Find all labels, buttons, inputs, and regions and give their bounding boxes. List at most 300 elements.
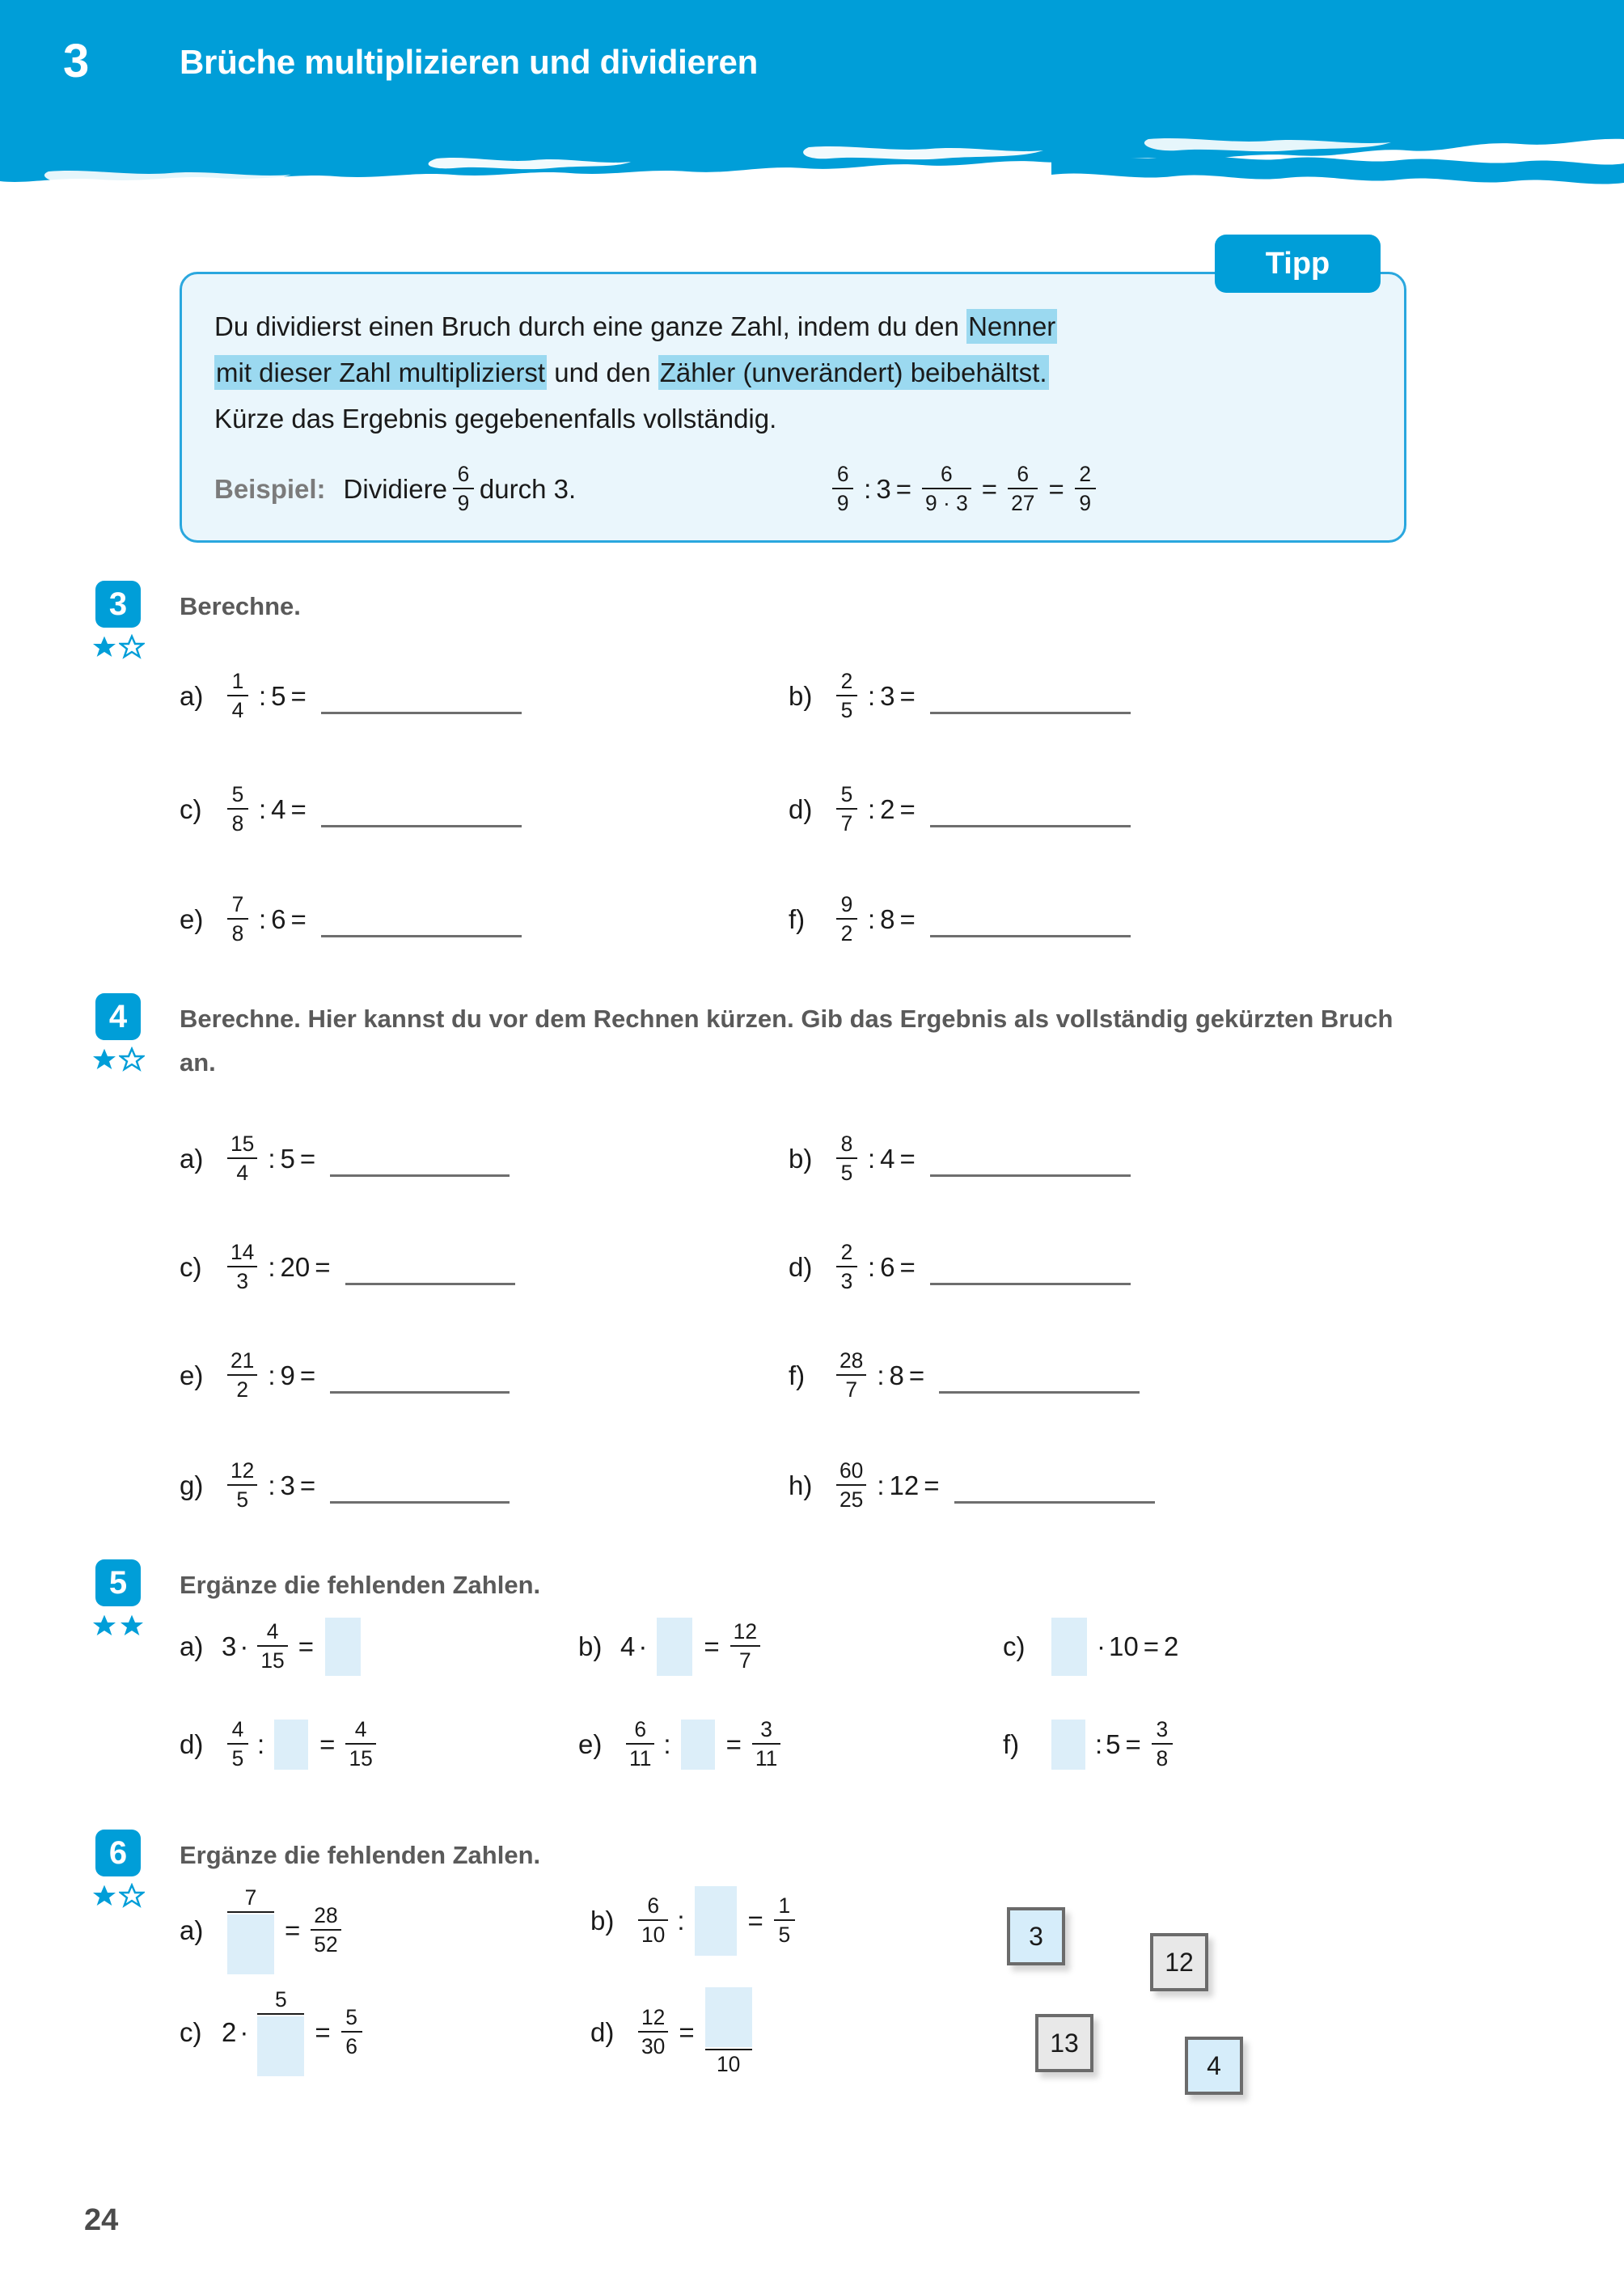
item-operand: 8: [880, 904, 895, 935]
item-fraction: [227, 669, 248, 722]
fraction-bar: [227, 695, 248, 696]
fraction-numerator: 7: [231, 892, 244, 916]
answer-line[interactable]: [930, 935, 1131, 937]
fraction-denominator: 30: [641, 2034, 666, 2059]
answer-blank-box[interactable]: [705, 1987, 752, 2047]
fraction-numerator: 12: [641, 2005, 666, 2029]
answer-blank-box[interactable]: [257, 2016, 304, 2076]
item-equals: =: [299, 1470, 316, 1501]
item-multiply-dot: ·: [239, 2017, 249, 2048]
fraction-bar: [1075, 488, 1096, 489]
item-operator: :: [868, 794, 876, 825]
answer-tile-13[interactable]: 13: [1035, 2014, 1093, 2072]
fraction-denominator: 8: [231, 921, 244, 946]
item-fraction: [257, 1987, 304, 2076]
example-calculation: [827, 463, 1102, 516]
calc-f4-den: 9: [1079, 491, 1092, 516]
tip-line-1: [214, 303, 1372, 349]
exercise-5-title: Ergänze die fehlenden Zahlen.: [180, 1571, 541, 1599]
item-label: f): [1003, 1729, 1020, 1760]
calc-f4-num: 2: [1079, 462, 1092, 486]
item-operand: 5: [271, 681, 286, 712]
fraction-numerator: 21: [230, 1348, 255, 1373]
answer-line[interactable]: [321, 825, 522, 827]
item-result-fraction: [752, 1717, 780, 1771]
item-operator: :: [868, 681, 876, 712]
fraction-denominator: 25: [839, 1487, 864, 1512]
exercise-5-item-d: [180, 1718, 382, 1771]
fraction-denominator: 4: [236, 1161, 249, 1186]
exercise-3-item-c: [180, 783, 522, 836]
calc-colon: :: [864, 474, 872, 505]
fraction-bar: [227, 1157, 257, 1159]
fraction-bar: [730, 1645, 760, 1647]
exercise-6-item-c: [180, 1988, 368, 2077]
fraction-denominator: 2: [236, 1377, 249, 1402]
item-operand: 5: [280, 1144, 295, 1174]
exercise-4-badge: 4: [95, 993, 141, 1040]
fraction-denominator: 52: [314, 1932, 338, 1957]
item-operand: 6: [271, 904, 286, 935]
exercise-5-item-e: [578, 1718, 786, 1771]
fraction-bar: [227, 1266, 257, 1267]
item-operator: :: [868, 1144, 876, 1174]
item-result: 2: [1164, 1631, 1179, 1661]
answer-line[interactable]: [930, 1283, 1131, 1285]
exercise-4-item-f: [789, 1349, 1140, 1402]
fraction-denominator: 7: [840, 811, 853, 836]
fraction-numerator: 3: [1156, 1717, 1169, 1741]
fraction-bar: [227, 1374, 257, 1376]
item-label: d): [180, 1729, 204, 1760]
example-fraction-numerator: 6: [457, 462, 470, 486]
fraction-denominator: 10: [641, 1923, 666, 1948]
item-label: a): [180, 1144, 204, 1174]
item-fraction: [730, 1619, 760, 1673]
item-operand: 4: [880, 1144, 895, 1174]
fraction-bar: [836, 1484, 866, 1486]
item-equals: =: [298, 1631, 314, 1661]
item-fraction: [227, 1348, 257, 1402]
fraction-denominator: 3: [840, 1269, 853, 1294]
page-number: 24: [84, 2203, 119, 2237]
fraction-bar: [227, 1743, 248, 1745]
item-operator: :: [268, 1360, 276, 1391]
item-multiply-dot: ·: [638, 1631, 648, 1661]
fraction-numerator: 6: [634, 1717, 647, 1741]
item-equals: =: [299, 1360, 316, 1391]
calc-f3-den: 27: [1011, 491, 1035, 516]
item-equals: =: [899, 794, 916, 825]
answer-line[interactable]: [954, 1501, 1155, 1504]
exercise-3-item-d: [789, 783, 1131, 836]
item-operator: :: [677, 1906, 685, 1936]
exercise-4-item-g: [180, 1459, 510, 1512]
item-result-fraction: [345, 1717, 375, 1771]
fraction-bar: [626, 1743, 654, 1745]
fraction-numerator: 28: [839, 1348, 864, 1373]
star-filled-icon: [91, 1883, 117, 1909]
item-fraction: [836, 1458, 866, 1512]
fraction-numerator: 4: [231, 1717, 244, 1741]
item-fraction: [836, 892, 857, 946]
exercise-6-item-b: [590, 1886, 801, 1956]
fraction-bar: [638, 1919, 668, 1921]
fraction-bar: [453, 488, 474, 489]
answer-blank-box[interactable]: [681, 1720, 715, 1770]
item-fraction: [227, 892, 248, 946]
tip-highlight-zaehler: Zähler (unverändert) beibehältst.: [658, 355, 1049, 390]
exercise-4-item-d: [789, 1241, 1131, 1294]
exercise-6-item-a: [180, 1886, 347, 1975]
fraction-bar: [227, 1484, 257, 1486]
item-operator: :: [268, 1144, 276, 1174]
item-operator: :: [1095, 1729, 1103, 1760]
item-operator: :: [259, 681, 267, 712]
item-label: a): [180, 1631, 204, 1661]
fraction-denominator: 15: [260, 1648, 285, 1673]
item-equals: =: [290, 681, 307, 712]
item-equals: =: [290, 794, 307, 825]
fraction-numerator: 7: [244, 1885, 257, 1910]
item-equals: =: [747, 1906, 763, 1936]
item-fraction: [836, 669, 857, 722]
item-operator: :: [868, 904, 876, 935]
page-title: Brüche multiplizieren und dividieren: [180, 43, 758, 81]
item-label: e): [578, 1729, 603, 1760]
item-label: f): [789, 904, 806, 935]
fraction-bar: [705, 2049, 752, 2050]
fraction-numerator: 4: [354, 1717, 367, 1741]
exercise-5-item-a: [180, 1618, 367, 1676]
fraction-denominator: 11: [629, 1746, 652, 1771]
item-operator: :: [663, 1729, 671, 1760]
exercise-4-item-c: [180, 1241, 515, 1294]
fraction-bar: [311, 1929, 340, 1931]
item-equals: =: [299, 1144, 316, 1174]
item-label: c): [180, 2017, 202, 2048]
fraction-bar: [1008, 488, 1038, 489]
item-lead: 2: [222, 2017, 237, 2048]
star-outline-icon: [119, 634, 145, 660]
fraction-denominator: 3: [236, 1269, 249, 1294]
star-filled-icon: [91, 1613, 117, 1639]
fraction-numerator: 5: [840, 782, 853, 806]
item-result-fraction: [774, 1893, 795, 1947]
answer-tile-3[interactable]: 3: [1007, 1907, 1065, 1965]
fraction-numerator: 14: [230, 1240, 255, 1264]
item-operand: 3: [280, 1470, 295, 1501]
exercise-4-title: Berechne. Hier kannst du vor dem Rechnen kürzen. Gib das Ergebnis als vollständig gekürzten Bruch an.: [180, 1005, 1394, 1077]
item-fraction: [257, 1619, 287, 1673]
fraction-bar: [1152, 1743, 1173, 1745]
example-text-a: Dividiere: [343, 474, 447, 505]
fraction-denominator: 8: [231, 811, 244, 836]
item-equals: =: [704, 1631, 720, 1661]
item-equals: =: [1143, 1631, 1159, 1661]
item-fraction: [638, 2005, 668, 2058]
fraction-numerator: 12: [230, 1458, 255, 1483]
item-equals: =: [908, 1360, 925, 1391]
fraction-bar: [774, 1919, 795, 1921]
fraction-bar: [836, 695, 857, 696]
item-label: c): [180, 1252, 202, 1283]
fraction-denominator: 5: [778, 1923, 791, 1948]
fraction-numerator: 5: [345, 2005, 357, 2029]
fraction-numerator: 12: [733, 1618, 757, 1644]
fraction-denominator: 7: [845, 1377, 858, 1402]
fraction-numerator: 4: [266, 1618, 279, 1644]
item-operator: :: [868, 1252, 876, 1283]
fraction-bar: [836, 918, 857, 920]
tip-line-2: [214, 349, 1372, 396]
item-lead: 3: [222, 1631, 237, 1661]
answer-tile-4[interactable]: 4: [1185, 2037, 1243, 2095]
fraction-denominator: 10: [716, 2052, 741, 2077]
item-result-fraction: [1152, 1717, 1173, 1771]
item-operand: 10: [1109, 1631, 1139, 1661]
item-operator: :: [877, 1470, 885, 1501]
exercise-5-item-c: [1003, 1618, 1178, 1676]
calc-eq-2: =: [981, 474, 998, 505]
tip-box: [180, 272, 1406, 543]
calc-fraction-1: [832, 462, 853, 515]
fraction-bar: [341, 2031, 362, 2033]
fraction-denominator: 11: [755, 1746, 778, 1771]
fraction-bar: [752, 1743, 780, 1745]
fraction-bar: [836, 808, 857, 810]
fraction-bar: [638, 2031, 668, 2033]
fraction-denominator: 2: [840, 921, 853, 946]
fraction-bar: [227, 918, 248, 920]
item-operand: 5: [1106, 1729, 1121, 1760]
item-operand: 9: [280, 1360, 295, 1391]
calc-fraction-4: [1075, 462, 1096, 515]
exercise-4-stars: [91, 1047, 148, 1072]
calc-f2-den: 9 · 3: [924, 491, 968, 516]
chapter-number: 3: [63, 35, 89, 87]
fraction-denominator: 6: [345, 2034, 357, 2059]
tip-line-3: Kürze das Ergebnis gegebenenfalls vollständig.: [214, 404, 777, 434]
item-equals: =: [899, 904, 916, 935]
item-fraction: [227, 1240, 257, 1293]
fraction-bar: [257, 1645, 287, 1647]
fraction-numerator: 6: [647, 1893, 660, 1918]
item-fraction: [836, 782, 857, 836]
fraction-bar: [227, 1911, 274, 1913]
item-equals: =: [285, 1915, 301, 1946]
item-equals: =: [679, 2017, 695, 2048]
item-label: a): [180, 1915, 204, 1946]
item-label: d): [789, 794, 813, 825]
exercise-5-stars: [91, 1613, 148, 1639]
item-result-fraction: [705, 1987, 752, 2076]
item-operand: 2: [880, 794, 895, 825]
item-result-fraction: [341, 2005, 362, 2058]
fraction-numerator: 28: [314, 1903, 338, 1927]
item-equals: =: [319, 1729, 336, 1760]
tip-line-1-text: Du dividierst einen Bruch durch eine ganze Zahl, indem du den: [214, 311, 967, 341]
item-operand: 12: [889, 1470, 920, 1501]
answer-tile-12[interactable]: 12: [1150, 1933, 1208, 1991]
star-filled-icon: [119, 1613, 145, 1639]
answer-line[interactable]: [930, 712, 1131, 714]
page-header: [0, 0, 1624, 202]
item-equals: =: [290, 904, 307, 935]
item-operand: 6: [880, 1252, 895, 1283]
answer-blank-box[interactable]: [657, 1618, 692, 1676]
star-filled-icon: [91, 1047, 117, 1072]
fraction-bar: [836, 1266, 857, 1267]
tip-tab-label: Tipp: [1215, 235, 1381, 293]
exercise-4-item-h: [789, 1459, 1155, 1512]
item-equals: =: [899, 1252, 916, 1283]
item-label: d): [789, 1252, 813, 1283]
answer-line[interactable]: [321, 935, 522, 937]
item-label: b): [789, 681, 813, 712]
answer-line[interactable]: [939, 1391, 1140, 1394]
item-label: e): [180, 1360, 204, 1391]
exercise-5-badge: 5: [95, 1559, 141, 1606]
fraction-bar: [227, 808, 248, 810]
item-multiply-dot: ·: [239, 1631, 249, 1661]
exercise-6-title: Ergänze die fehlenden Zahlen.: [180, 1841, 541, 1869]
item-fraction: [227, 1132, 257, 1185]
example-fraction: [453, 462, 474, 515]
fraction-bar: [836, 1374, 866, 1376]
item-operand: 3: [880, 681, 895, 712]
exercise-3-stars: [91, 634, 148, 660]
item-fraction: [836, 1132, 857, 1185]
fraction-bar: [922, 488, 971, 489]
fraction-denominator: 5: [236, 1487, 249, 1512]
item-equals: =: [1125, 1729, 1141, 1760]
fraction-denominator: 7: [738, 1648, 751, 1673]
fraction-bar: [832, 488, 853, 489]
example-text-b: durch 3.: [479, 474, 577, 505]
calc-fraction-3: [1008, 462, 1038, 515]
fraction-bar: [836, 1157, 857, 1159]
exercise-6-stars: [91, 1883, 148, 1909]
item-operator: :: [268, 1470, 276, 1501]
fraction-numerator: 2: [840, 669, 853, 693]
fraction-numerator: 5: [231, 782, 244, 806]
fraction-numerator: 60: [839, 1458, 864, 1483]
fraction-numerator: 1: [778, 1893, 791, 1918]
exercise-3-item-e: [180, 893, 522, 946]
fraction-bar: [257, 2013, 304, 2015]
answer-blank-box[interactable]: [695, 1886, 737, 1956]
tip-example-row: [214, 463, 1372, 516]
item-operator: :: [259, 904, 267, 935]
star-outline-icon: [119, 1047, 145, 1072]
answer-blank-box[interactable]: [1051, 1618, 1087, 1676]
item-label: g): [180, 1470, 204, 1501]
item-fraction: [638, 1893, 668, 1947]
exercise-5-item-f: [1003, 1718, 1178, 1771]
item-label: b): [590, 1906, 615, 1936]
answer-line[interactable]: [930, 825, 1131, 827]
fraction-denominator: 5: [840, 1161, 853, 1186]
item-label: d): [590, 2017, 615, 2048]
item-operand: 8: [889, 1360, 904, 1391]
exercise-4-item-a: [180, 1132, 510, 1186]
item-fraction: [227, 1458, 257, 1512]
exercise-6-item-d: [590, 1988, 758, 2077]
fraction-denominator: 8: [1156, 1746, 1169, 1771]
calc-f1-den: 9: [836, 491, 849, 516]
star-outline-icon: [119, 1883, 145, 1909]
answer-line[interactable]: [321, 712, 522, 714]
fraction-denominator: 5: [840, 698, 853, 723]
exercise-3-item-a: [180, 670, 522, 723]
answer-line[interactable]: [330, 1501, 510, 1504]
exercise-4-item-e: [180, 1349, 510, 1402]
fraction-numerator: 2: [840, 1240, 853, 1264]
item-multiply-dot: ·: [1097, 1631, 1106, 1661]
calc-f2-num: 6: [941, 462, 953, 486]
answer-line[interactable]: [330, 1391, 510, 1394]
exercise-3-item-f: [789, 893, 1131, 946]
fraction-denominator: 5: [231, 1746, 244, 1771]
item-operator: :: [259, 794, 267, 825]
answer-blank-box[interactable]: [325, 1618, 361, 1676]
item-equals: =: [924, 1470, 940, 1501]
exercise-4-item-b: [789, 1132, 1131, 1186]
answer-blank-box[interactable]: [274, 1720, 308, 1770]
item-operator: :: [268, 1252, 276, 1283]
answer-blank-box[interactable]: [227, 1914, 274, 1974]
item-fraction: [626, 1717, 654, 1771]
answer-blank-box[interactable]: [1051, 1720, 1085, 1770]
exercise-5-item-b: [578, 1618, 766, 1676]
item-label: b): [578, 1631, 603, 1661]
fraction-bar: [345, 1743, 375, 1745]
answer-line[interactable]: [330, 1174, 510, 1177]
calc-eq-3: =: [1048, 474, 1064, 505]
item-equals: =: [899, 681, 916, 712]
item-operand: 4: [271, 794, 286, 825]
item-label: h): [789, 1470, 813, 1501]
item-fraction: [836, 1348, 866, 1402]
tip-highlight-nenner: Nenner: [966, 309, 1057, 344]
fraction-numerator: 9: [840, 892, 853, 916]
item-label: a): [180, 681, 204, 712]
item-label: b): [789, 1144, 813, 1174]
item-operator: :: [257, 1729, 265, 1760]
item-operator: :: [877, 1360, 885, 1391]
fraction-numerator: 3: [760, 1717, 772, 1741]
brush-stroke-edge: [0, 105, 1624, 202]
exercise-3-title: Berechne.: [180, 592, 301, 620]
item-fraction: [227, 1717, 248, 1771]
fraction-denominator: 4: [231, 698, 244, 723]
calc-f3-num: 6: [1017, 462, 1030, 486]
item-operand: 20: [280, 1252, 311, 1283]
star-filled-icon: [91, 634, 117, 660]
exercise-6-badge: 6: [95, 1830, 141, 1876]
calc-divisor: 3: [876, 474, 891, 505]
item-label: e): [180, 904, 204, 935]
calc-f1-num: 6: [836, 462, 849, 486]
answer-line[interactable]: [345, 1283, 515, 1285]
fraction-denominator: 15: [349, 1746, 373, 1771]
item-fraction: [227, 782, 248, 836]
item-equals: =: [315, 2017, 331, 2048]
answer-line[interactable]: [930, 1174, 1131, 1177]
example-fraction-denominator: 9: [457, 491, 470, 516]
fraction-numerator: 8: [840, 1132, 853, 1156]
